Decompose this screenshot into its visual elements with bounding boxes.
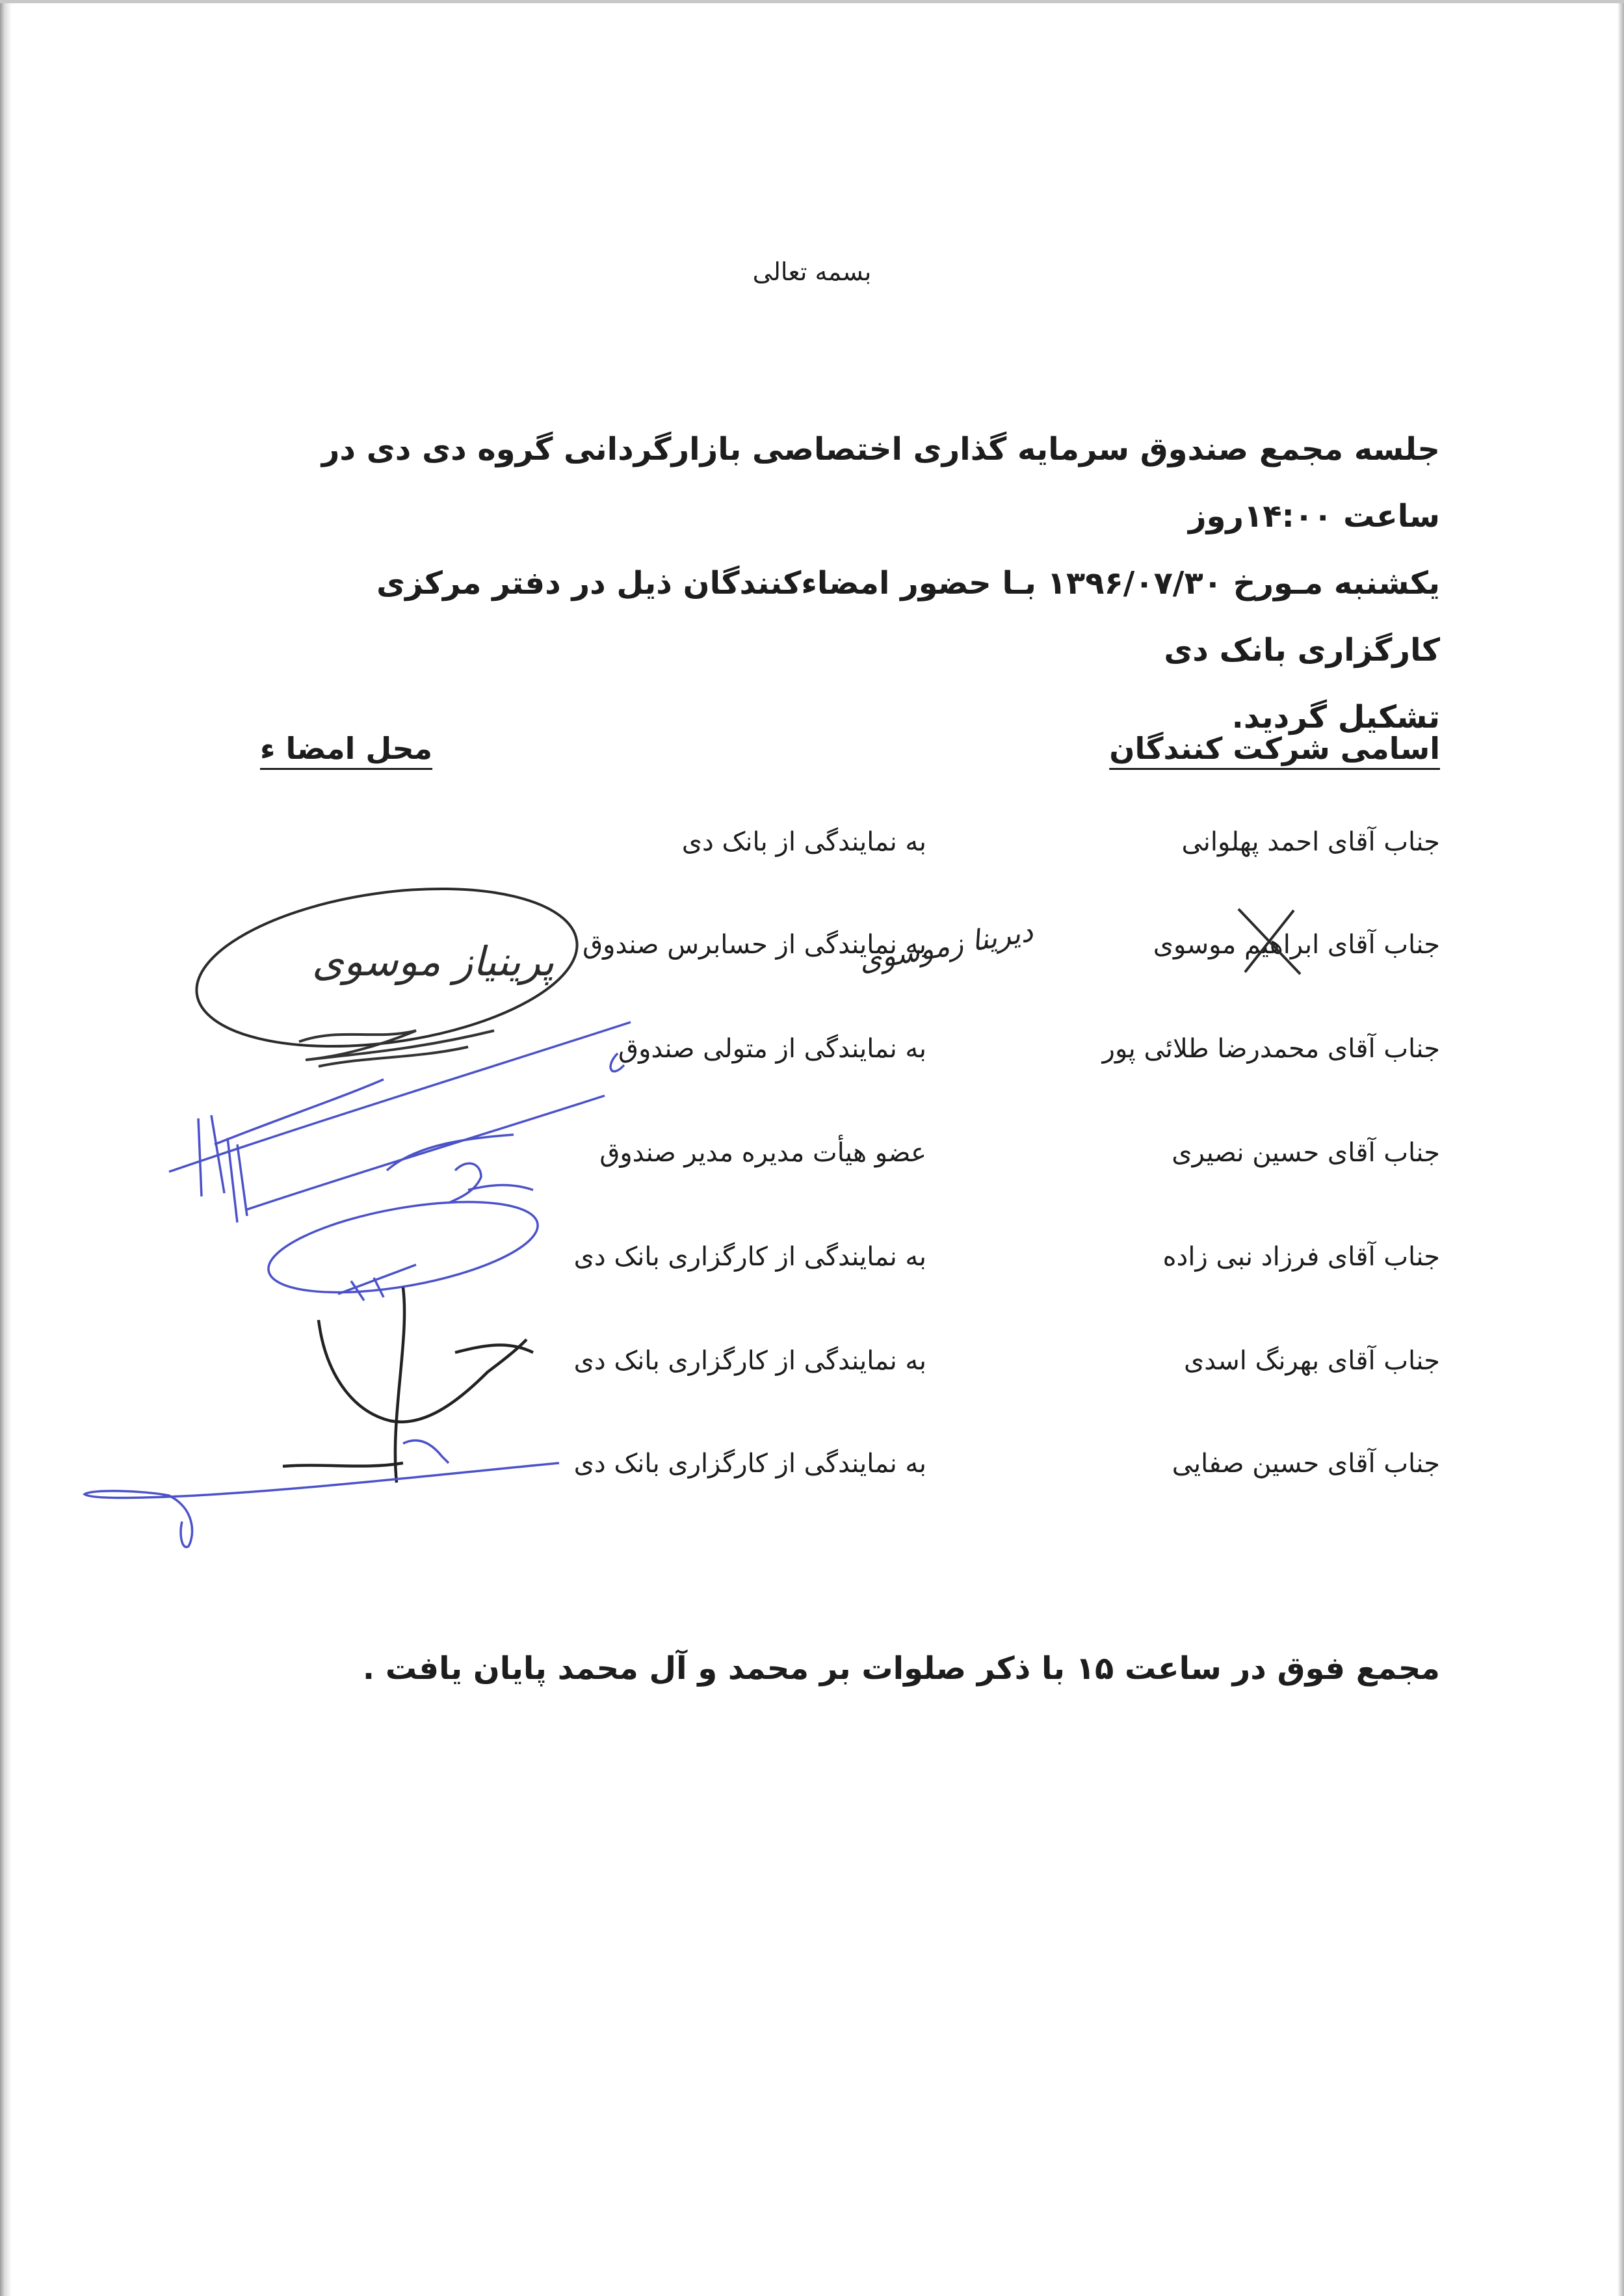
intro-line-3: تشکیل گردید.	[1231, 699, 1440, 735]
intro-paragraph	[270, 416, 1440, 751]
closing-statement: مجمع فوق در ساعت ۱۵ با ذکر صلوات بر محمد و آل محمد پایان یافت .	[362, 1650, 1440, 1687]
scan-edge-top	[0, 0, 1624, 3]
attendee-role: به نمایندگی از کارگزاری بانک دی	[573, 1346, 926, 1376]
attendee-role: به نمایندگی از بانک دی	[681, 827, 926, 857]
attendee-role: به نمایندگی از کارگزاری بانک دی	[573, 1242, 926, 1272]
attendee-name: جناب آقای ابراهیم موسوی	[1153, 930, 1440, 960]
attendee-row	[0, 1346, 1624, 1398]
signature-auditor-text: پرینیاز موسوی	[312, 938, 555, 985]
attendee-role: به نمایندگی از حسابرس صندوق	[583, 930, 926, 960]
attendee-row	[0, 1138, 1624, 1190]
attendee-name: جناب آقای محمدرضا طلائی پور	[1102, 1034, 1440, 1064]
intro-line-2: یکشنبه مـورخ ۱۳۹۶/۰۷/۳۰ بـا حضور امضاءکنندگان ذیل در دفتر مرکزی کارگزاری بانک دی	[376, 565, 1440, 668]
attendee-name: جناب آقای فرزاد نبی زاده	[1162, 1242, 1440, 1272]
attendee-role: به نمایندگی از متولی صندوق	[618, 1034, 926, 1064]
intro-line-1: جلسه مجمع صندوق سرمایه گذاری اختصاصی بازارگردانی گروه دی دی در ساعت ۱۴:۰۰روز	[321, 431, 1440, 534]
attendee-row	[0, 1242, 1624, 1294]
heading-bismillah: بسمه تعالی	[752, 257, 872, 286]
attendee-name: جناب آقای حسین نصیری	[1172, 1138, 1440, 1168]
attendee-row	[0, 827, 1624, 879]
attendee-name: جناب آقای حسین صفایی	[1172, 1449, 1440, 1479]
attendee-row	[0, 1449, 1624, 1501]
attendee-name: جناب آقای بهرنگ اسدی	[1183, 1346, 1440, 1376]
signature-column-header: محل امضا ء	[260, 731, 433, 766]
attendee-name: جناب آقای احمد پهلوانی	[1181, 827, 1440, 857]
handwritten-replacement: دیرینا زموسوی	[856, 914, 1036, 979]
attendee-role: به نمایندگی از کارگزاری بانک دی	[573, 1449, 926, 1479]
attendee-row	[0, 1034, 1624, 1086]
attendee-role: عضو هیأت مدیره مدیر صندوق	[599, 1138, 926, 1168]
attendee-row	[0, 930, 1624, 982]
participants-column-header: اسامی شرکت کنندگان	[1109, 731, 1440, 766]
